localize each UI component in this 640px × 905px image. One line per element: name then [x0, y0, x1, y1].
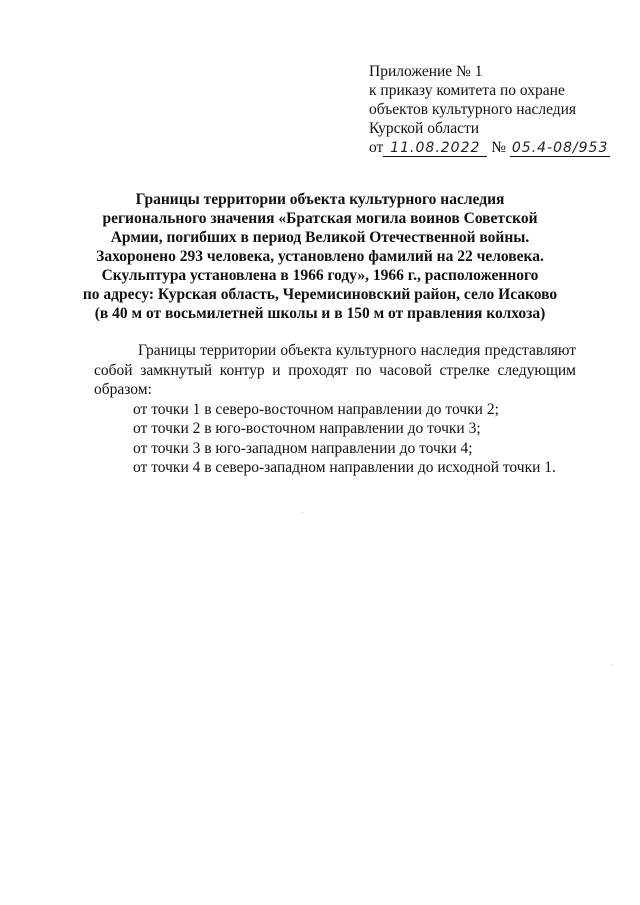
document-body	[94, 341, 576, 478]
intro-line-3: образом:	[94, 381, 152, 398]
title-line: по адресу: Курская область, Черемисиновский район, село Исаково	[82, 286, 558, 303]
handwritten-order-number: 05.4-08/953	[511, 140, 609, 156]
title-line: Скульптура установлена в 1966 году», 1966 г., расположенного	[101, 267, 539, 284]
intro-line-1: Границы территории объекта культурного наследия представляют	[138, 342, 576, 359]
boundary-item: от точки 2 в юго-восточном направлении до точки 3;	[133, 420, 481, 437]
intro-line-2: собой замкнутый контур и проходят по часовой стрелке следующим	[94, 361, 576, 379]
document-title	[60, 190, 580, 323]
title-line: (в 40 м от восьмилетней школы и в 150 м от правления колхоза)	[94, 305, 546, 322]
appendix-header	[369, 62, 629, 157]
boundary-item: от точки 4 в северо-западном направлении до исходной точки 1.	[133, 459, 556, 476]
title-line: Границы территории объекта культурного наследия	[135, 191, 505, 208]
boundary-item: от точки 1 в северо-восточном направлении до точки 2;	[133, 400, 499, 418]
appendix-line-2: к приказу комитета по охране	[369, 82, 565, 99]
order-date-number-line	[369, 138, 629, 157]
appendix-line-1: Приложение № 1	[369, 63, 483, 80]
scan-speck	[302, 512, 303, 513]
number-prefix: №	[491, 139, 506, 156]
handwritten-order-date: 11.08.2022	[383, 140, 487, 157]
title-line: Армии, погибших в период Великой Отечественной войны.	[110, 229, 530, 246]
title-line: Захоронено 293 человека, установлено фамилий на 22 человека.	[96, 248, 544, 265]
appendix-line-3: объектов культурного наследия	[369, 101, 577, 118]
boundary-item: от точки 3 в юго-западном направлении до точки 4;	[133, 439, 473, 457]
title-line: регионального значения «Братская могила воинов Советской	[102, 210, 538, 227]
date-prefix: от	[369, 139, 384, 156]
intro-paragraph	[94, 341, 576, 400]
scan-speck	[612, 664, 613, 665]
appendix-line-4: Курской области	[369, 120, 480, 137]
